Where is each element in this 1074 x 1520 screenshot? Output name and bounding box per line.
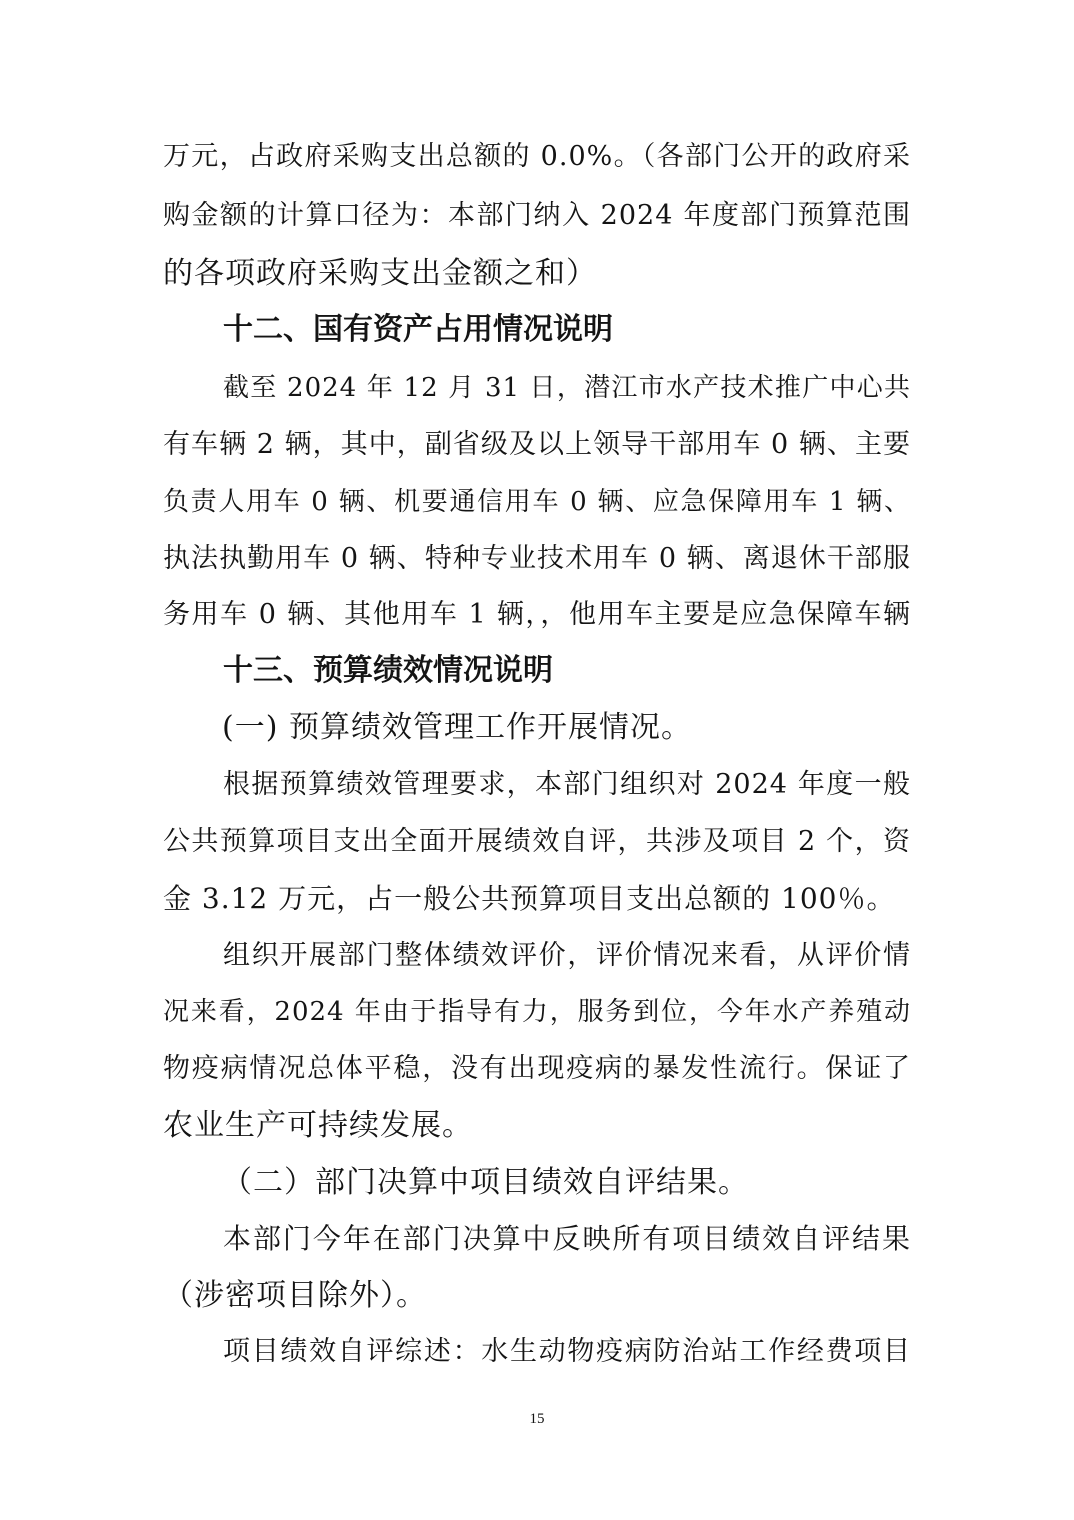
body-text-line: 务用车 0 辆、其他用车 1 辆，，他用车主要是应急保障车辆	[163, 599, 911, 630]
body-text-line: 购金额的计算口径为：本部门纳入 2024 年度部门预算范围	[163, 200, 911, 231]
body-text-line: 金 3.12 万元，占一般公共预算项目支出总额的 100％。	[163, 882, 896, 915]
body-text-line: 有车辆 2 辆，其中，副省级及以上领导干部用车 0 辆、主要	[163, 429, 911, 460]
body-text-line: 农业生产可持续发展。	[163, 1108, 473, 1143]
body-text-line: 公共预算项目支出全面开展绩效自评，共涉及项目 2 个，资	[163, 826, 911, 857]
body-text-line: 根据预算绩效管理要求，本部门组织对 2024 年度一般	[223, 769, 911, 800]
body-text-line: 本部门今年在部门决算中反映所有项目绩效自评结果	[223, 1222, 911, 1255]
body-text-line: 物疫病情况总体平稳，没有出现疫病的暴发性流行。保证了	[163, 1053, 911, 1084]
subsection-heading: （二）部门决算中项目绩效自评结果。	[222, 1165, 749, 1200]
body-text-line: 负责人用车 0 辆、机要通信用车 0 辆、应急保障用车 1 辆、	[163, 487, 911, 517]
body-text-line: 况来看，2024 年由于指导有力，服务到位，今年水产养殖动	[163, 997, 911, 1027]
body-text-line: （涉密项目除外）。	[163, 1278, 427, 1313]
body-text-line: 截至 2024 年 12 月 31 日，潜江市水产技术推广中心共	[223, 373, 911, 403]
subsection-heading: (一) 预算绩效管理工作开展情况。	[222, 710, 692, 745]
body-text-line: 执法执勤用车 0 辆、特种专业技术用车 0 辆、离退休干部服	[163, 543, 911, 574]
body-text-line: 组织开展部门整体绩效评价，评价情况来看，从评价情	[223, 940, 911, 971]
body-text-line: 的各项政府采购支出金额之和）	[163, 256, 597, 291]
section-heading-12: 十二、国有资产占用情况说明	[223, 312, 613, 347]
body-text-line: 项目绩效自评综述：水生动物疫病防治站工作经费项目	[223, 1336, 911, 1367]
body-text-line: 万元，占政府采购支出总额的 0.0%。（各部门公开的政府采	[163, 141, 911, 172]
section-heading-13: 十三、预算绩效情况说明	[223, 653, 553, 688]
page-number: 15	[529, 1411, 545, 1427]
